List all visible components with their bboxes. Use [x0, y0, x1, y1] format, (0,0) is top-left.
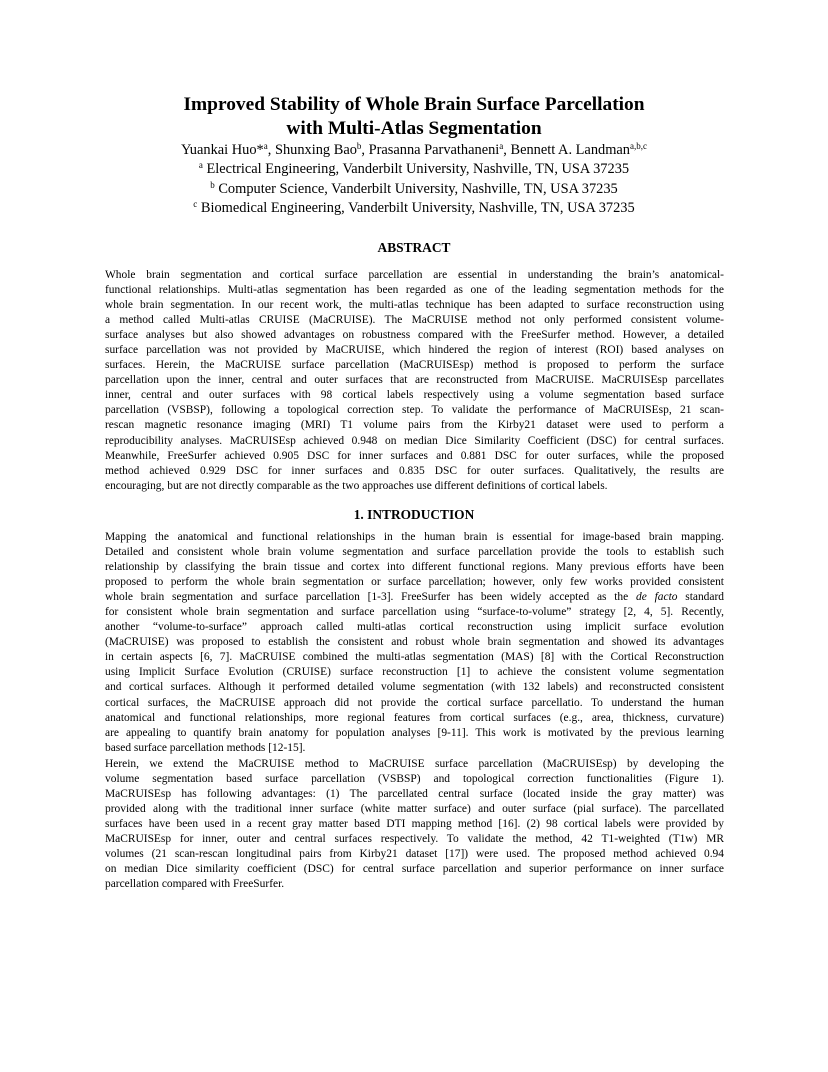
author-separator: ,	[503, 142, 511, 158]
text-line: volume segmentation based surface parcellation (VSBSP) and topological correction functionalities (Figure 1).	[105, 773, 724, 786]
paper-title	[0, 93, 828, 140]
author-affiliation-mark: a,b,c	[629, 141, 647, 151]
text-line: inner, central and outer surfaces with 98 cortical labels respectively using a volume segmentation based surface	[105, 389, 724, 402]
text-line: Meanwhile, FreeSurfer achieved 0.905 DSC for inner surfaces and 0.881 DSC for outer surfaces, while the proposed	[105, 449, 724, 462]
affiliation-line	[0, 160, 828, 179]
introduction-paragraph-2	[105, 757, 724, 892]
introduction-paragraph-1	[105, 530, 724, 756]
author-name: Yuankai Huo*	[181, 142, 264, 158]
text-line: Detailed and consistent whole brain volume segmentation and surface parcellation provide the tools to establish such	[105, 546, 724, 559]
text-line: on median Dice similarity coefficient (DSC) for central surface parcellation and superior performance on inner surface	[105, 863, 724, 876]
text-line: functional relationships. Multi-atlas segmentation has been regarded as one of the leading segmentation methods for the	[105, 284, 724, 297]
author-block	[0, 141, 828, 219]
author-separator: ,	[267, 142, 275, 158]
affiliation-line	[0, 199, 828, 218]
abstract-heading: ABSTRACT	[377, 240, 451, 255]
text-line: MaCRUISEsp for inner, outer and central surfaces respectively. To validate the method, 42 T1-weighted (T1w) MR	[105, 833, 724, 846]
text-line: Whole brain segmentation and cortical surface parcellation are essential in understanding the brain’s anatomical-	[105, 269, 724, 281]
author-list	[0, 141, 828, 160]
text-line: reproducibility analyses. MaCRUISEsp achieved 0.948 on median Dice Similarity Coefficient (DSC) for central surfaces.	[105, 434, 724, 447]
text-line: anatomical and functional relationships, more regional features from cortical surfaces (e.g., area, thickness, curvature)	[105, 711, 724, 724]
author-affiliation-mark: a	[499, 141, 504, 151]
text-segment: whole brain segmentation and surface parcellation [1-3]. FreeSurfer has been widely accepted as the	[105, 591, 637, 604]
text-line-with-italic	[105, 590, 724, 605]
text-line: are appealing to quantify brain anatomy for population analyses [9-11]. This work is motivated by the previous learning	[105, 726, 724, 739]
text-line: method achieved 0.929 DSC for inner surfaces and 0.835 DSC for outer surfaces. Qualitatively, the results are	[105, 464, 724, 477]
author-affiliation-mark: b	[356, 141, 362, 151]
text-line: parcellation upon the inner, central and outer surfaces that are reconstructed from MaCRUISE. MaCRUISEsp parcellates	[105, 374, 724, 387]
affiliation-mark: c	[193, 199, 198, 210]
text-line: in certain aspects [6, 7]. MaCRUISE combined the multi-atlas segmentation (MAS) [8] with the Cortical Reconstruction	[105, 651, 724, 664]
text-line: Herein, we extend the MaCRUISE method to MaCRUISE surface parcellation (MaCRUISEsp) by developing the	[105, 758, 724, 770]
text-line: a method called Multi-atlas CRUISE (MaCRUISE). The MaCRUISE method not only performed consistent volume-	[105, 314, 724, 327]
author-name: Prasanna Parvathaneni	[368, 142, 500, 158]
text-line: based surface parcellation methods [12-15].	[105, 741, 306, 754]
text-line: using Implicit Surface Evolution (CRUISE) surface reconstruction [1] to achieve the consistent volume segmentation	[105, 666, 724, 679]
abstract-paragraph	[105, 268, 724, 494]
text-line: parcellation compared with FreeSurfer.	[105, 878, 285, 891]
text-line: surface parcellation was not provided by MaCRUISE, which hindered the region of interest (ROI) based analyses on	[105, 344, 724, 357]
introduction-heading: 1. INTRODUCTION	[353, 507, 475, 522]
text-line: parcellation (VSBSP), following a topological correction step. To validate the performance of MaCRUISEsp, 21 scan-	[105, 404, 724, 417]
text-line: provided along with the traditional inner surface (white matter surface) and outer surface (pial surface). The parcellated	[105, 803, 724, 816]
author-name: Bennett A. Landman	[510, 142, 630, 158]
text-line: whole brain segmentation. In our recent work, the multi-atlas technique has been adapted to surface reconstruction using	[105, 299, 724, 312]
text-line: (MaCRUISE) was proposed to establish the consistent and robust whole brain segmentation and showed its advantages	[105, 636, 724, 649]
italic-term: de facto	[636, 591, 678, 604]
text-line: volumes (21 scan-rescan longitudinal pairs from Kirby21 dataset [17]) were used. The proposed method achieved 0.94	[105, 848, 724, 861]
text-line: for consistent whole brain segmentation and surface parcellation using “surface-to-volume” strategy [2, 4, 5]. Recently,	[105, 606, 724, 619]
affiliation-text: Computer Science, Vanderbilt University, Nashville, TN, USA 37235	[214, 180, 618, 197]
text-line: rescan magnetic resonance imaging (MRI) T1 volume pairs from the Kirby21 dataset were used to perform a	[105, 419, 724, 432]
affiliation-text: Biomedical Engineering, Vanderbilt University, Nashville, TN, USA 37235	[197, 200, 635, 217]
title-line-2: with Multi-Atlas Segmentation	[286, 117, 542, 139]
author-affiliation-mark: a	[263, 141, 268, 151]
text-line: proposed to perform the whole brain segmentation or surface parcellation; however, only few works provided consistent	[105, 576, 724, 589]
affiliation-line	[0, 180, 828, 199]
text-line: encouraging, but are not directly comparable as the two approaches use different definitions of cortical labels.	[105, 479, 608, 492]
text-line: surfaces have been used in a recent gray matter based DTI mapping method [16]. (2) 98 cortical labels were provided by	[105, 818, 724, 831]
text-line: relationship by classifying the brain tissue and cortex into different functional regions. Many previous efforts have been	[105, 561, 724, 574]
text-segment: standard	[677, 591, 724, 604]
affiliation-text: Electrical Engineering, Vanderbilt University, Nashville, TN, USA 37235	[202, 161, 630, 178]
title-line-1: Improved Stability of Whole Brain Surface Parcellation	[183, 94, 645, 115]
affiliation-mark: b	[210, 179, 215, 190]
text-line: and cortical surfaces. Although it performed detailed volume segmentation (with 132 labels) and reconstructed consistent	[105, 681, 724, 694]
text-line: Mapping the anatomical and functional relationships in the human brain is essential for image-based brain mapping.	[105, 531, 724, 543]
author-separator: ,	[361, 142, 369, 158]
affiliation-mark: a	[198, 160, 203, 171]
author-name: Shunxing Bao	[274, 142, 357, 158]
text-line: MaCRUISEsp has following advantages: (1) The parcellated central surface (located inside the gray matter) was	[105, 788, 724, 801]
text-line: cortical surfaces, the MaCRUISE approach did not provide the cortical surface parcellatio. To understand the human	[105, 696, 724, 709]
text-line: another “volume-to-surface” approach called multi-atlas cortical reconstruction using implicit surface evolution	[105, 621, 724, 634]
text-line: surfaces. Herein, the MaCRUISE surface parcellation (MaCRUISEsp) method is proposed to perform the surface	[105, 359, 724, 372]
text-line: surface analyses but also showed advantages on robustness compared with the FreeSurfer method. However, a detailed	[105, 329, 724, 342]
